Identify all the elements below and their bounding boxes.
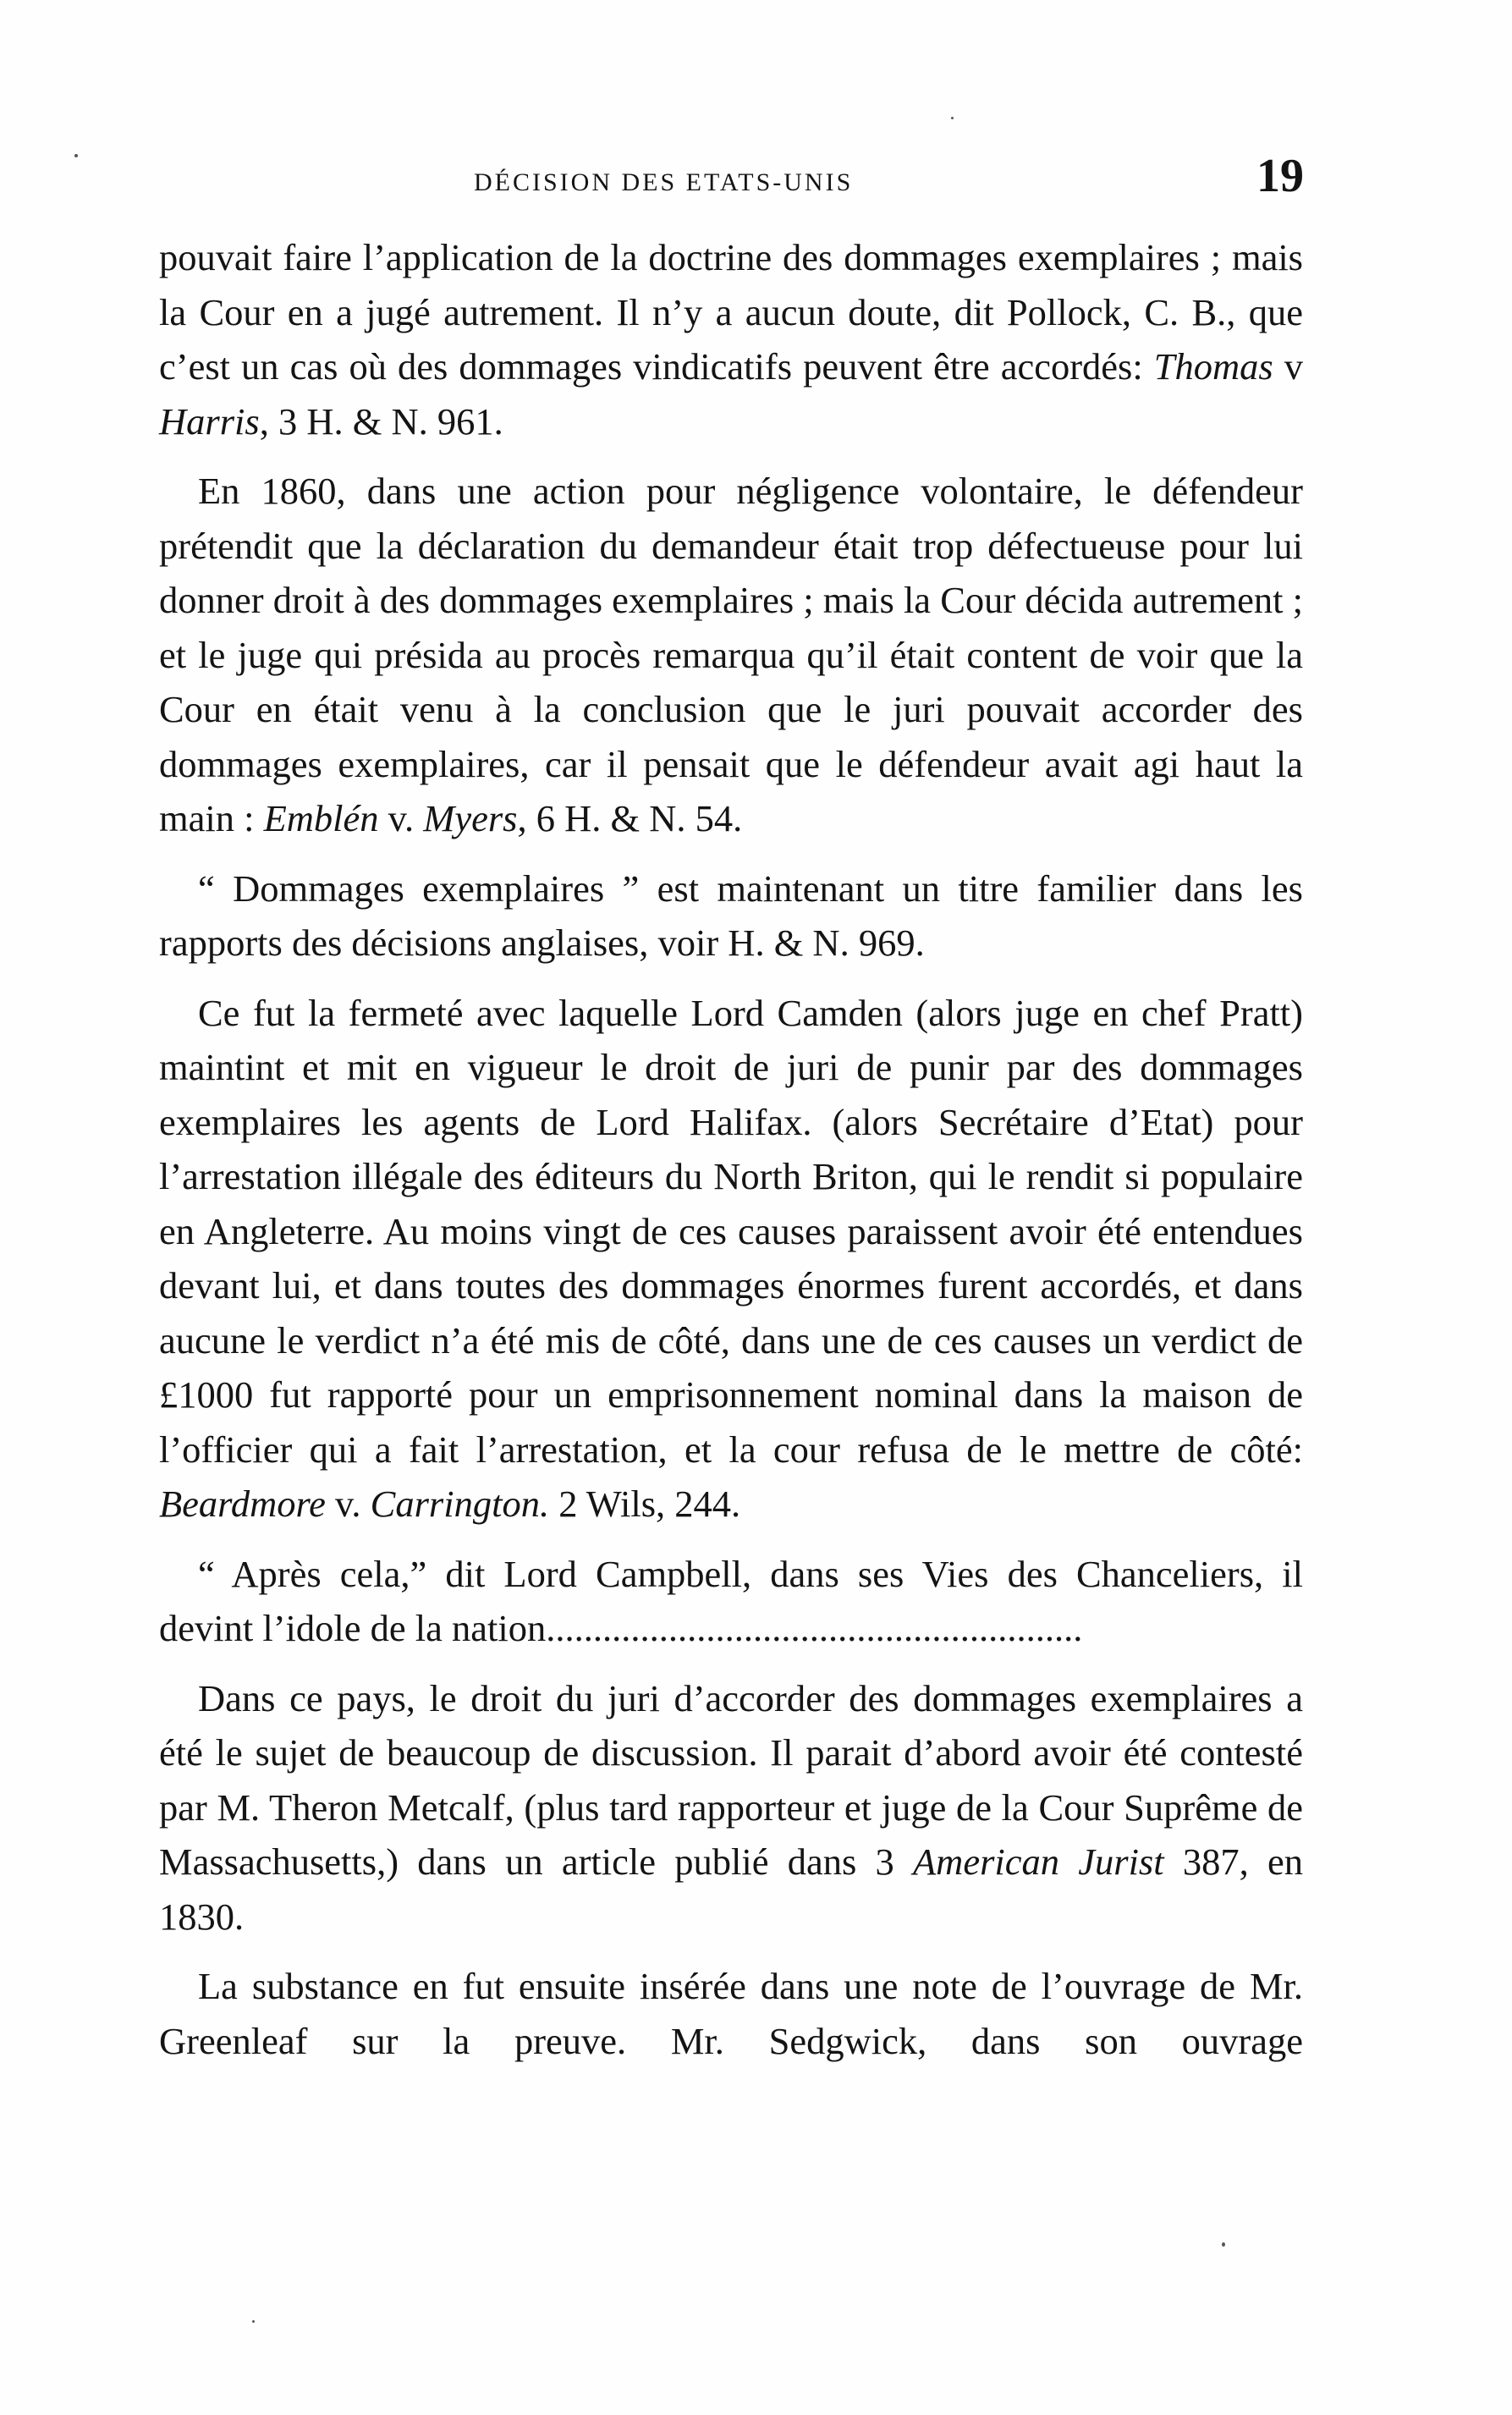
italic-citation: Beardmore [159, 1483, 326, 1525]
paragraph [159, 986, 1303, 1532]
ink-speck [74, 154, 78, 157]
text-run: v. [325, 1483, 371, 1525]
text-run: Ce fut la fermeté avec laquelle Lord Camden (alors juge en chef Pratt) maintint et mit en vigueur le droit de juri de punir par des dommages exemplaires les agents de Lord Halifax. (alors Secrétaire d’Etat) pour l’arrestation illégale des éditeurs du North Briton, qui le rendit si populaire en Angleterre. Au moins vingt de ces causes paraissent avoir été entendues devant lui, et dans toutes des dommages énormes furent accordés, et dans aucune le verdict n’a été mis de côté, dans une de ces causes un verdict de £1000 fut rapporté pour un emprisonnement nominal dans la maison de l’officier qui a fait l’arrestation, et la cour refusa de le mettre de côté: [159, 991, 1303, 1471]
text-run: En 1860, dans une action pour négligence volontaire, le défendeur prétendit que la déclaration du demandeur était trop défectueuse pour lui donner droit à des dommages exemplaires ; mais la Cour décida autrement ; et le juge qui présida au procès remarqua qu’il était content de voir que la Cour en était venu à la conclusion que le juri pouvait accorder des dommages exemplaires, car il pensait que le défendeur avait agi haut la main : [159, 470, 1303, 839]
text-run: “ Après cela,” dit Lord Campbell, dans ses Vies des Chanceliers, il devint l’idole de la nation......................................................... [159, 1552, 1303, 1649]
text-run: , 3 H. & N. 961. [259, 399, 503, 443]
text-run: pouvait faire l’application de la doctrine des dommages exemplaires ; mais la Cour en a jugé autrement. Il n’y a aucun doute, dit Pollock, C. B., que c’est un cas où des dommages vindicatifs peuvent être accordés: [159, 236, 1303, 388]
text-run: Dans ce pays, le droit du juri d’accorder des dommages exemplaires a été le sujet de beaucoup de discussion. Il parait d’abord avoir été contesté par M. Theron Metcalf, (plus tard rapporteur et juge de la Cour Suprême de Massachusetts,) dans un article publié dans 3 [159, 1676, 1303, 1883]
italic-citation: Myers [423, 797, 518, 839]
body-text [159, 230, 1303, 2068]
paragraph [159, 1547, 1303, 1656]
page-header [0, 150, 1512, 208]
page-number: 19 [1256, 150, 1304, 202]
paragraph [159, 1671, 1303, 1945]
italic-citation: Thomas [1153, 345, 1273, 388]
text-run: v [1273, 345, 1303, 388]
paragraph [159, 1959, 1303, 2068]
text-run: 2 Wils, 244. [549, 1483, 741, 1525]
italic-citation: American Jurist [913, 1840, 1164, 1883]
running-head: DÉCISION DES ETATS-UNIS [474, 168, 854, 196]
italic-citation: Harris [159, 399, 260, 443]
paragraph [159, 464, 1303, 846]
italic-citation: Carrington. [370, 1483, 550, 1525]
text-run: 387, en 1830. [159, 1840, 1303, 1938]
paragraph [159, 861, 1303, 971]
text-run: La substance en fut ensuite insérée dans une note de l’ouvrage de Mr. Greenleaf sur la preuve. Mr. Sedgwick, dans son ouvrage [159, 1965, 1303, 2062]
italic-citation: Emblén [263, 797, 379, 839]
text-run: , 6 H. & N. 54. [517, 797, 743, 839]
ink-speck [252, 2320, 255, 2323]
text-run: v. [378, 797, 424, 839]
ink-speck [951, 117, 954, 119]
text-run: “ Dommages exemplaires ” est maintenant un titre familier dans les rapports des décisions anglaises, voir H. & N. 969. [159, 866, 1303, 964]
paragraph [159, 230, 1303, 448]
ink-speck [1222, 2242, 1225, 2247]
